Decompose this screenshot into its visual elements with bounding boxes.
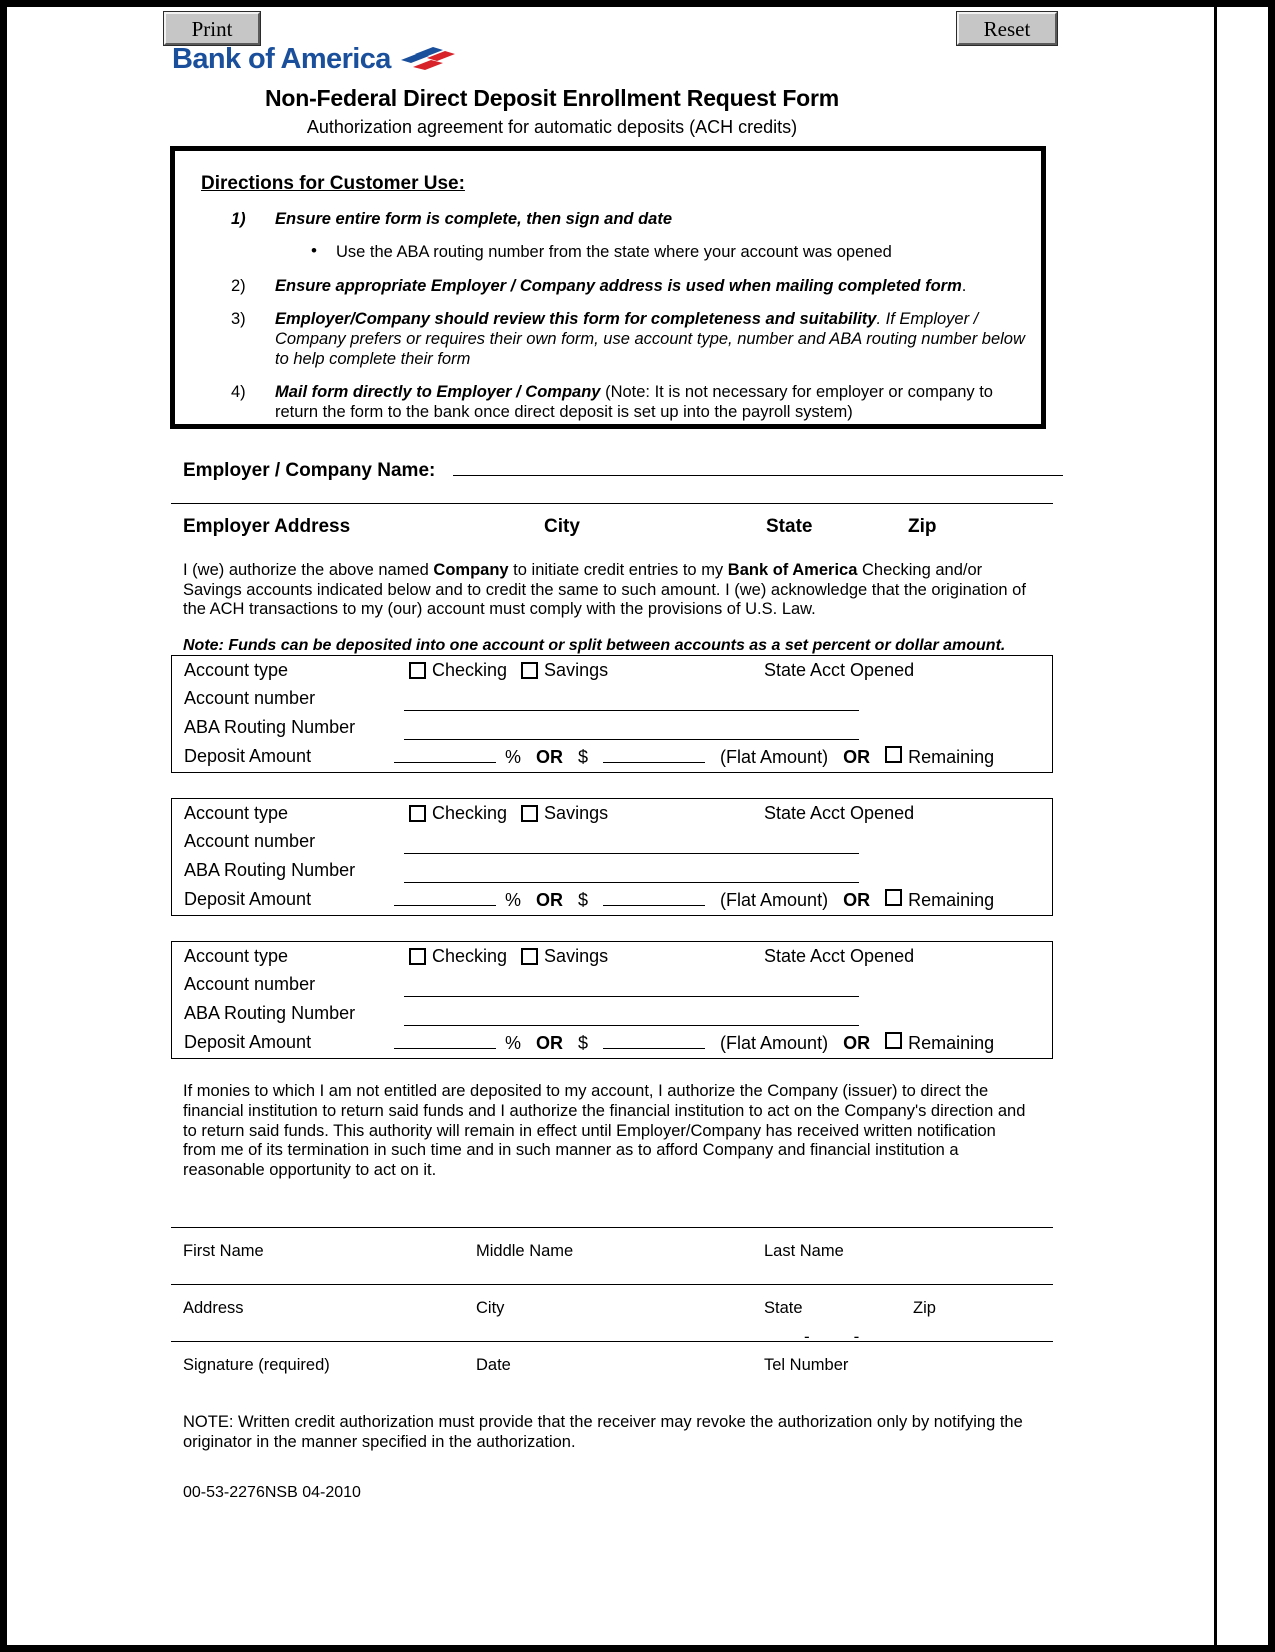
- direction-item-1: [189, 209, 1027, 229]
- deposit-percent-input[interactable]: [394, 747, 496, 763]
- account-number-label: Account number: [184, 688, 316, 708]
- checking-checkbox[interactable]: [409, 662, 426, 679]
- dollar-symbol: $: [578, 747, 589, 767]
- checking-checkbox[interactable]: [409, 805, 426, 822]
- remaining-checkbox[interactable]: [885, 746, 902, 763]
- direction-bold-text: Employer/Company should review this form for completeness and suitability: [275, 310, 877, 328]
- checking-label: Checking: [432, 803, 508, 823]
- account-block-1: [171, 655, 1053, 773]
- account-number-input[interactable]: [404, 710, 859, 711]
- deposit-percent-input[interactable]: [394, 890, 496, 906]
- direction-bold-text: Ensure appropriate Employer / Company address is used when mailing completed form: [275, 277, 962, 295]
- remaining-label: Remaining: [908, 747, 995, 767]
- direction-item-2: [189, 276, 1027, 296]
- dollar-symbol: $: [578, 890, 589, 910]
- direction-number: 4): [231, 383, 246, 401]
- zip-label: Zip: [913, 1299, 936, 1317]
- savings-label: Savings: [544, 803, 609, 823]
- print-button[interactable]: Print: [164, 12, 260, 45]
- account-number-label: Account number: [184, 831, 316, 851]
- auth-bold-bank: Bank of America: [727, 561, 858, 579]
- flagscape-icon: [399, 43, 455, 76]
- employer-name-input[interactable]: [453, 458, 1063, 476]
- direction-bold-text: Mail form directly to Employer / Company: [275, 383, 601, 401]
- address-row-rule: [171, 1284, 1053, 1285]
- remaining-checkbox[interactable]: [885, 1032, 902, 1049]
- auth-text-part3: Checking and/or Savings accounts indicated below and to credit the same to such amount. I (we) acknowledge that the origination of the ACH transactions to my (our) account must comply with the provisions of U.S. Law.: [183, 561, 1026, 619]
- phone-dashes: --: [804, 1327, 904, 1346]
- dollar-symbol: $: [578, 1033, 589, 1053]
- deposit-amount-label: Deposit Amount: [184, 1032, 312, 1052]
- deposit-amount-row: [172, 889, 1052, 918]
- deposit-flat-input[interactable]: [603, 747, 705, 763]
- deposit-percent-input[interactable]: [394, 1033, 496, 1049]
- state-label: State: [764, 1299, 803, 1317]
- or-label-2: OR: [843, 1033, 871, 1053]
- account-number-input[interactable]: [404, 996, 859, 997]
- account-type-checkbox-group: [409, 946, 608, 967]
- brand-name: Bank of America: [172, 42, 391, 75]
- page-subtitle: Authorization agreement for automatic deposits (ACH credits): [306, 117, 798, 137]
- deposit-amount-controls: [394, 746, 994, 768]
- name-field-row: [183, 1242, 1063, 1264]
- direction-item-3: [189, 309, 1027, 369]
- direction-rest-text: .: [961, 277, 967, 295]
- scan-border-top: [0, 0, 1275, 7]
- deposit-flat-input[interactable]: [603, 1033, 705, 1049]
- middle-name-label: Middle Name: [476, 1242, 574, 1260]
- last-name-label: Last Name: [764, 1242, 844, 1260]
- account-number-row: [172, 974, 1052, 1003]
- direction-number: 3): [231, 310, 246, 328]
- scan-border-right: [1268, 0, 1275, 1652]
- auth-text-part1: I (we) authorize the above named: [183, 561, 434, 579]
- or-label-2: OR: [843, 890, 871, 910]
- authorization-paragraph: [183, 561, 1029, 620]
- checking-checkbox[interactable]: [409, 948, 426, 965]
- signature-row-rule: [171, 1341, 1053, 1342]
- aba-routing-input[interactable]: [404, 739, 859, 740]
- or-label-1: OR: [536, 1033, 564, 1053]
- employer-name-row: [183, 458, 1063, 482]
- aba-routing-row: [172, 717, 1052, 746]
- deposit-amount-controls: [394, 1032, 994, 1054]
- percent-symbol: %: [505, 1033, 522, 1053]
- deposit-amount-row: [172, 746, 1052, 775]
- account-block-3: [171, 941, 1053, 1059]
- percent-symbol: %: [505, 890, 522, 910]
- direction-number: 1): [231, 210, 246, 228]
- account-number-input[interactable]: [404, 853, 859, 854]
- account-type-row: [172, 946, 1052, 975]
- first-name-label: First Name: [183, 1242, 264, 1260]
- employer-address-rule: [171, 503, 1053, 504]
- account-block-2: [171, 798, 1053, 916]
- savings-checkbox[interactable]: [521, 662, 538, 679]
- tel-number-label: Tel Number: [764, 1356, 849, 1374]
- account-type-checkbox-group: [409, 660, 608, 681]
- direction-rest-text: (Note: It is not necessary for employer or company to return the form to the bank once direct deposit is set up into the payroll system): [275, 383, 993, 421]
- state-acct-opened-label: State Acct Opened: [764, 803, 915, 823]
- checking-label: Checking: [432, 946, 508, 966]
- address-field-row: [183, 1299, 1063, 1321]
- account-type-label: Account type: [184, 660, 289, 680]
- deposit-amount-controls: [394, 889, 994, 911]
- aba-routing-label: ABA Routing Number: [184, 717, 356, 737]
- city-label: City: [476, 1299, 505, 1317]
- account-number-row: [172, 831, 1052, 860]
- directions-box: [170, 146, 1046, 429]
- account-number-label: Account number: [184, 974, 316, 994]
- savings-checkbox[interactable]: [521, 805, 538, 822]
- direction-rest-text: . If Employer / Company prefers or requires their own form, use account type, number and ABA routing number below to help complete their form: [275, 310, 1025, 368]
- deposit-amount-label: Deposit Amount: [184, 746, 312, 766]
- direction-item-4: [189, 382, 1027, 422]
- employer-city-label: City: [544, 516, 580, 537]
- account-type-row: [172, 660, 1052, 689]
- deposit-amount-row: [172, 1032, 1052, 1061]
- flat-amount-label: (Flat Amount): [720, 1033, 829, 1053]
- footer-note: NOTE: Written credit authorization must provide that the receiver may revoke the authorization only by notifying the originator in the manner specified in the authorization.: [183, 1413, 1023, 1451]
- or-label-1: OR: [536, 747, 564, 767]
- signature-field-row: [183, 1356, 1063, 1378]
- percent-symbol: %: [505, 747, 522, 767]
- state-acct-opened-label: State Acct Opened: [764, 660, 915, 680]
- deposit-amount-label: Deposit Amount: [184, 889, 312, 909]
- address-label: Address: [183, 1299, 244, 1317]
- savings-label: Savings: [544, 946, 609, 966]
- direction-bold-text: Ensure entire form is complete, then sign and date: [275, 210, 672, 228]
- remaining-label: Remaining: [908, 1033, 995, 1053]
- scan-border-bottom: [0, 1645, 1275, 1652]
- aba-routing-row: [172, 860, 1052, 889]
- flat-amount-label: (Flat Amount): [720, 747, 829, 767]
- flat-amount-label: (Flat Amount): [720, 890, 829, 910]
- account-type-label: Account type: [184, 803, 289, 823]
- or-label-2: OR: [843, 747, 871, 767]
- savings-label: Savings: [544, 660, 609, 680]
- deposit-flat-input[interactable]: [603, 890, 705, 906]
- aba-routing-input[interactable]: [404, 1025, 859, 1026]
- employer-name-label: Employer / Company Name:: [183, 460, 436, 481]
- aba-routing-input[interactable]: [404, 882, 859, 883]
- funds-note: Note: Funds can be deposited into one account or split between accounts as a set percent or dollar amount.: [183, 637, 1006, 654]
- employer-state-label: State: [766, 516, 813, 537]
- employer-zip-label: Zip: [908, 516, 937, 537]
- aba-routing-label: ABA Routing Number: [184, 860, 356, 880]
- reset-button[interactable]: Reset: [957, 12, 1057, 45]
- auth-bold-company: Company: [433, 561, 509, 579]
- aba-routing-label: ABA Routing Number: [184, 1003, 356, 1023]
- page-title: Non-Federal Direct Deposit Enrollment Request Form: [264, 85, 840, 111]
- monies-paragraph: If monies to which I am not entitled are deposited to my account, I authorize the Company (issuer) to direct the financial institution to return said funds and I authorize the financial institution to act on the Company's direction and to return said funds. This authority will remain in effect until Employer/Company has received written notification from me of its termination in such time and in such manner as to afford Company and financial institution a reasonable opportunity to act on it.: [183, 1082, 1026, 1180]
- signature-label: Signature (required): [183, 1356, 330, 1374]
- remaining-label: Remaining: [908, 890, 995, 910]
- account-number-row: [172, 688, 1052, 717]
- account-type-checkbox-group: [409, 803, 608, 824]
- remaining-checkbox[interactable]: [885, 889, 902, 906]
- direction-number: 2): [231, 277, 246, 295]
- or-label-1: OR: [536, 890, 564, 910]
- employer-address-label: Employer Address: [183, 516, 351, 537]
- savings-checkbox[interactable]: [521, 948, 538, 965]
- form-content: [7, 7, 1218, 1645]
- state-acct-opened-label: State Acct Opened: [764, 946, 915, 966]
- name-row-rule: [171, 1227, 1053, 1228]
- account-type-row: [172, 803, 1052, 832]
- scan-border-left: [0, 0, 7, 1652]
- date-label: Date: [476, 1356, 511, 1374]
- auth-text-part2: to initiate credit entries to my: [508, 561, 728, 579]
- direction-bullet-aba: • Use the ABA routing number from the state where your account was opened: [189, 242, 1027, 262]
- aba-routing-row: [172, 1003, 1052, 1032]
- form-code: 00-53-2276NSB 04-2010: [183, 1484, 361, 1501]
- account-type-label: Account type: [184, 946, 289, 966]
- directions-title: Directions for Customer Use:: [201, 173, 465, 194]
- checking-label: Checking: [432, 660, 508, 680]
- bank-of-america-logo: [172, 39, 455, 79]
